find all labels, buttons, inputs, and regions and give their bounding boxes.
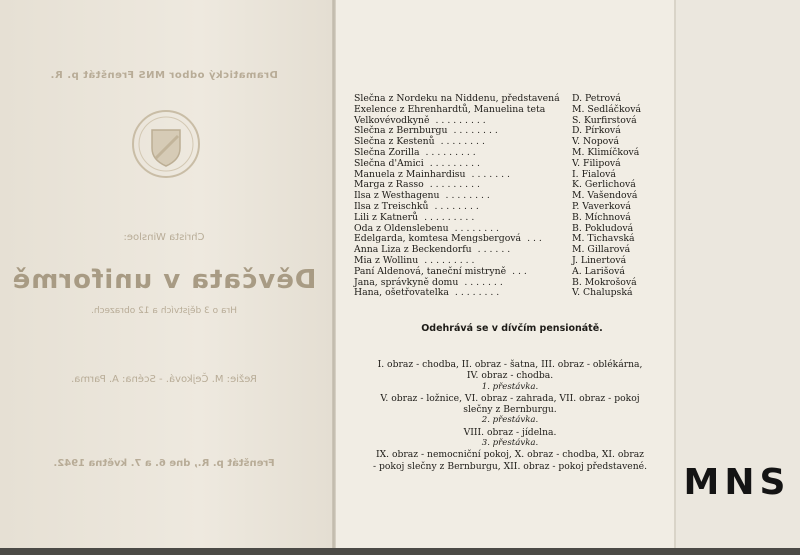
role-name: Lili z Katnerů xyxy=(354,211,419,223)
role-name: Paní Aldenová, taneční mistryně xyxy=(354,265,507,277)
role-name: Edelgarda, komtesa Mengsbergová xyxy=(354,233,522,245)
play-subtitle: Hra o 3 dějstvích a 12 obrazech. xyxy=(91,306,238,316)
leader-dots: . . . . . . . . xyxy=(453,126,498,137)
actor-name: J. Linertová xyxy=(572,254,627,266)
actor-name: M. Gillarová xyxy=(572,244,631,256)
actor-name: S. Kurfirstová xyxy=(572,114,637,126)
scene-line: slečny z Bernburgu. xyxy=(463,404,557,416)
cast-row xyxy=(354,213,670,224)
setting-line: Odehrává se v dívčím pensionátě. xyxy=(421,323,603,334)
leader-dots: . . . . . . . . xyxy=(445,191,490,202)
actor-name: B. Míchnová xyxy=(572,211,631,223)
actor-name: M. Klimíčková xyxy=(572,146,640,158)
actor-name: K. Gerlichová xyxy=(572,179,636,191)
role-name: Oda z Oldenslebenu xyxy=(354,222,449,234)
role-name: Slečna Zorilla xyxy=(354,146,420,158)
leader-dots: . . . . . . . . xyxy=(440,137,485,148)
role-name: Ilsa z Westhagenu xyxy=(354,190,440,202)
cast-row xyxy=(354,288,670,299)
actor-name: M. Tichavská xyxy=(572,233,635,245)
cast-row xyxy=(354,105,670,116)
organizer-text: Dramatický odbor MNS Frenštát p. R. xyxy=(50,70,278,81)
role-name: Hana, ošetřovatelka xyxy=(354,287,449,299)
play-title: Děvčata v uniformě xyxy=(11,265,317,295)
leader-dots: . . . . . . . . xyxy=(454,288,500,299)
actor-name: V. Chalupská xyxy=(572,287,633,299)
cast-list xyxy=(354,94,670,299)
actor-name: B. Pokludová xyxy=(572,222,634,234)
role-name: Ilsa z Treischků xyxy=(354,200,429,212)
role-name: Marga z Rasso xyxy=(354,179,424,191)
cast-row xyxy=(354,267,670,278)
leader-dots: . . . . . . . xyxy=(471,169,510,180)
leader-dots: . . . . . . . . xyxy=(454,223,499,234)
performance-date: Frenštát p. R., dne 6. a 7. května 1942. xyxy=(53,458,275,469)
role-name: Exelence z Ehrenhardtů, Manuelina teta xyxy=(354,103,546,115)
credits-line: Režie: M. Čejková. - Scéna: A. Parma. xyxy=(71,374,257,385)
cast-row xyxy=(354,159,670,170)
actor-name: V. Nopová xyxy=(572,136,620,148)
leader-dots: . . . . . . . . . xyxy=(435,115,486,126)
leader-dots: . . . . . . . . . xyxy=(424,255,475,266)
role-name: Manuela z Mainhardisu xyxy=(354,168,466,180)
intermission-3: 3. přestávka. xyxy=(481,438,539,449)
left-page xyxy=(0,0,334,548)
scene-line: V. obraz - ložnice, VI. obraz - zahrada, VII. obraz - pokoj xyxy=(380,392,640,404)
actor-name: M. Vašendová xyxy=(572,190,638,202)
leader-dots: . . . . . . . . . xyxy=(424,212,475,223)
scene-line: VIII. obraz - jídelna. xyxy=(463,426,557,438)
role-name: Slečna z Bernburgu xyxy=(354,125,448,137)
table-edge xyxy=(0,548,800,555)
leader-dots: . . . . . . xyxy=(477,245,511,256)
emblem-seal-icon xyxy=(130,108,202,180)
leader-dots: . . . . . . . . xyxy=(434,201,479,212)
leader-dots: . . . . . . . . . xyxy=(425,147,476,158)
intermission-1: 1. přestávka. xyxy=(481,381,539,392)
intermission-2: 2. přestávka. xyxy=(481,415,539,426)
scene-line: I. obraz - chodba, II. obraz - šatna, III. obraz - oblékárna, xyxy=(377,359,643,370)
role-name: Anna Liza z Beckendorfu xyxy=(354,244,472,256)
scene-line: IV. obraz - chodba. xyxy=(466,370,554,382)
role-name: Mia z Wollinu xyxy=(354,254,419,266)
mns-logo: MNS xyxy=(683,462,791,503)
leader-dots: . . . . . . . . . xyxy=(429,158,480,169)
role-name: Slečna z Kestenů xyxy=(354,136,435,148)
actor-name: A. Larišová xyxy=(572,265,625,277)
actor-name: D. Pírková xyxy=(572,125,621,137)
role-name: Slečna z Nordeku na Niddenu, představená xyxy=(354,93,560,104)
leader-dots: . . . . . . . . . xyxy=(429,180,480,191)
scene-line: IX. obraz - nemocniční pokoj, X. obraz - chodba, XI. obraz xyxy=(375,449,645,461)
actor-name: B. Mokrošová xyxy=(572,276,637,288)
leader-dots: . . . xyxy=(527,234,542,245)
role-name: Slečna d'Amici xyxy=(354,157,424,169)
author-name: Christa Winsloe: xyxy=(123,232,205,243)
actor-name: D. Petrová xyxy=(572,93,621,104)
role-name: Velkovévodkyně xyxy=(354,114,430,126)
actor-name: V. Filipová xyxy=(572,157,621,169)
scene-list xyxy=(350,359,670,472)
actor-name: P. Vaverková xyxy=(572,200,631,212)
bleed-through-text xyxy=(0,0,334,548)
leader-dots: . . . xyxy=(512,266,527,277)
actor-name: M. Sedláčková xyxy=(572,103,642,115)
scene-line: - pokoj slečny z Bernburgu, XII. obraz - pokoj představené. xyxy=(372,460,648,472)
leader-dots: . . . . . . . xyxy=(464,277,503,288)
actor-name: I. Fialová xyxy=(572,168,616,180)
role-name: Jana, správkyně domu xyxy=(354,276,459,288)
